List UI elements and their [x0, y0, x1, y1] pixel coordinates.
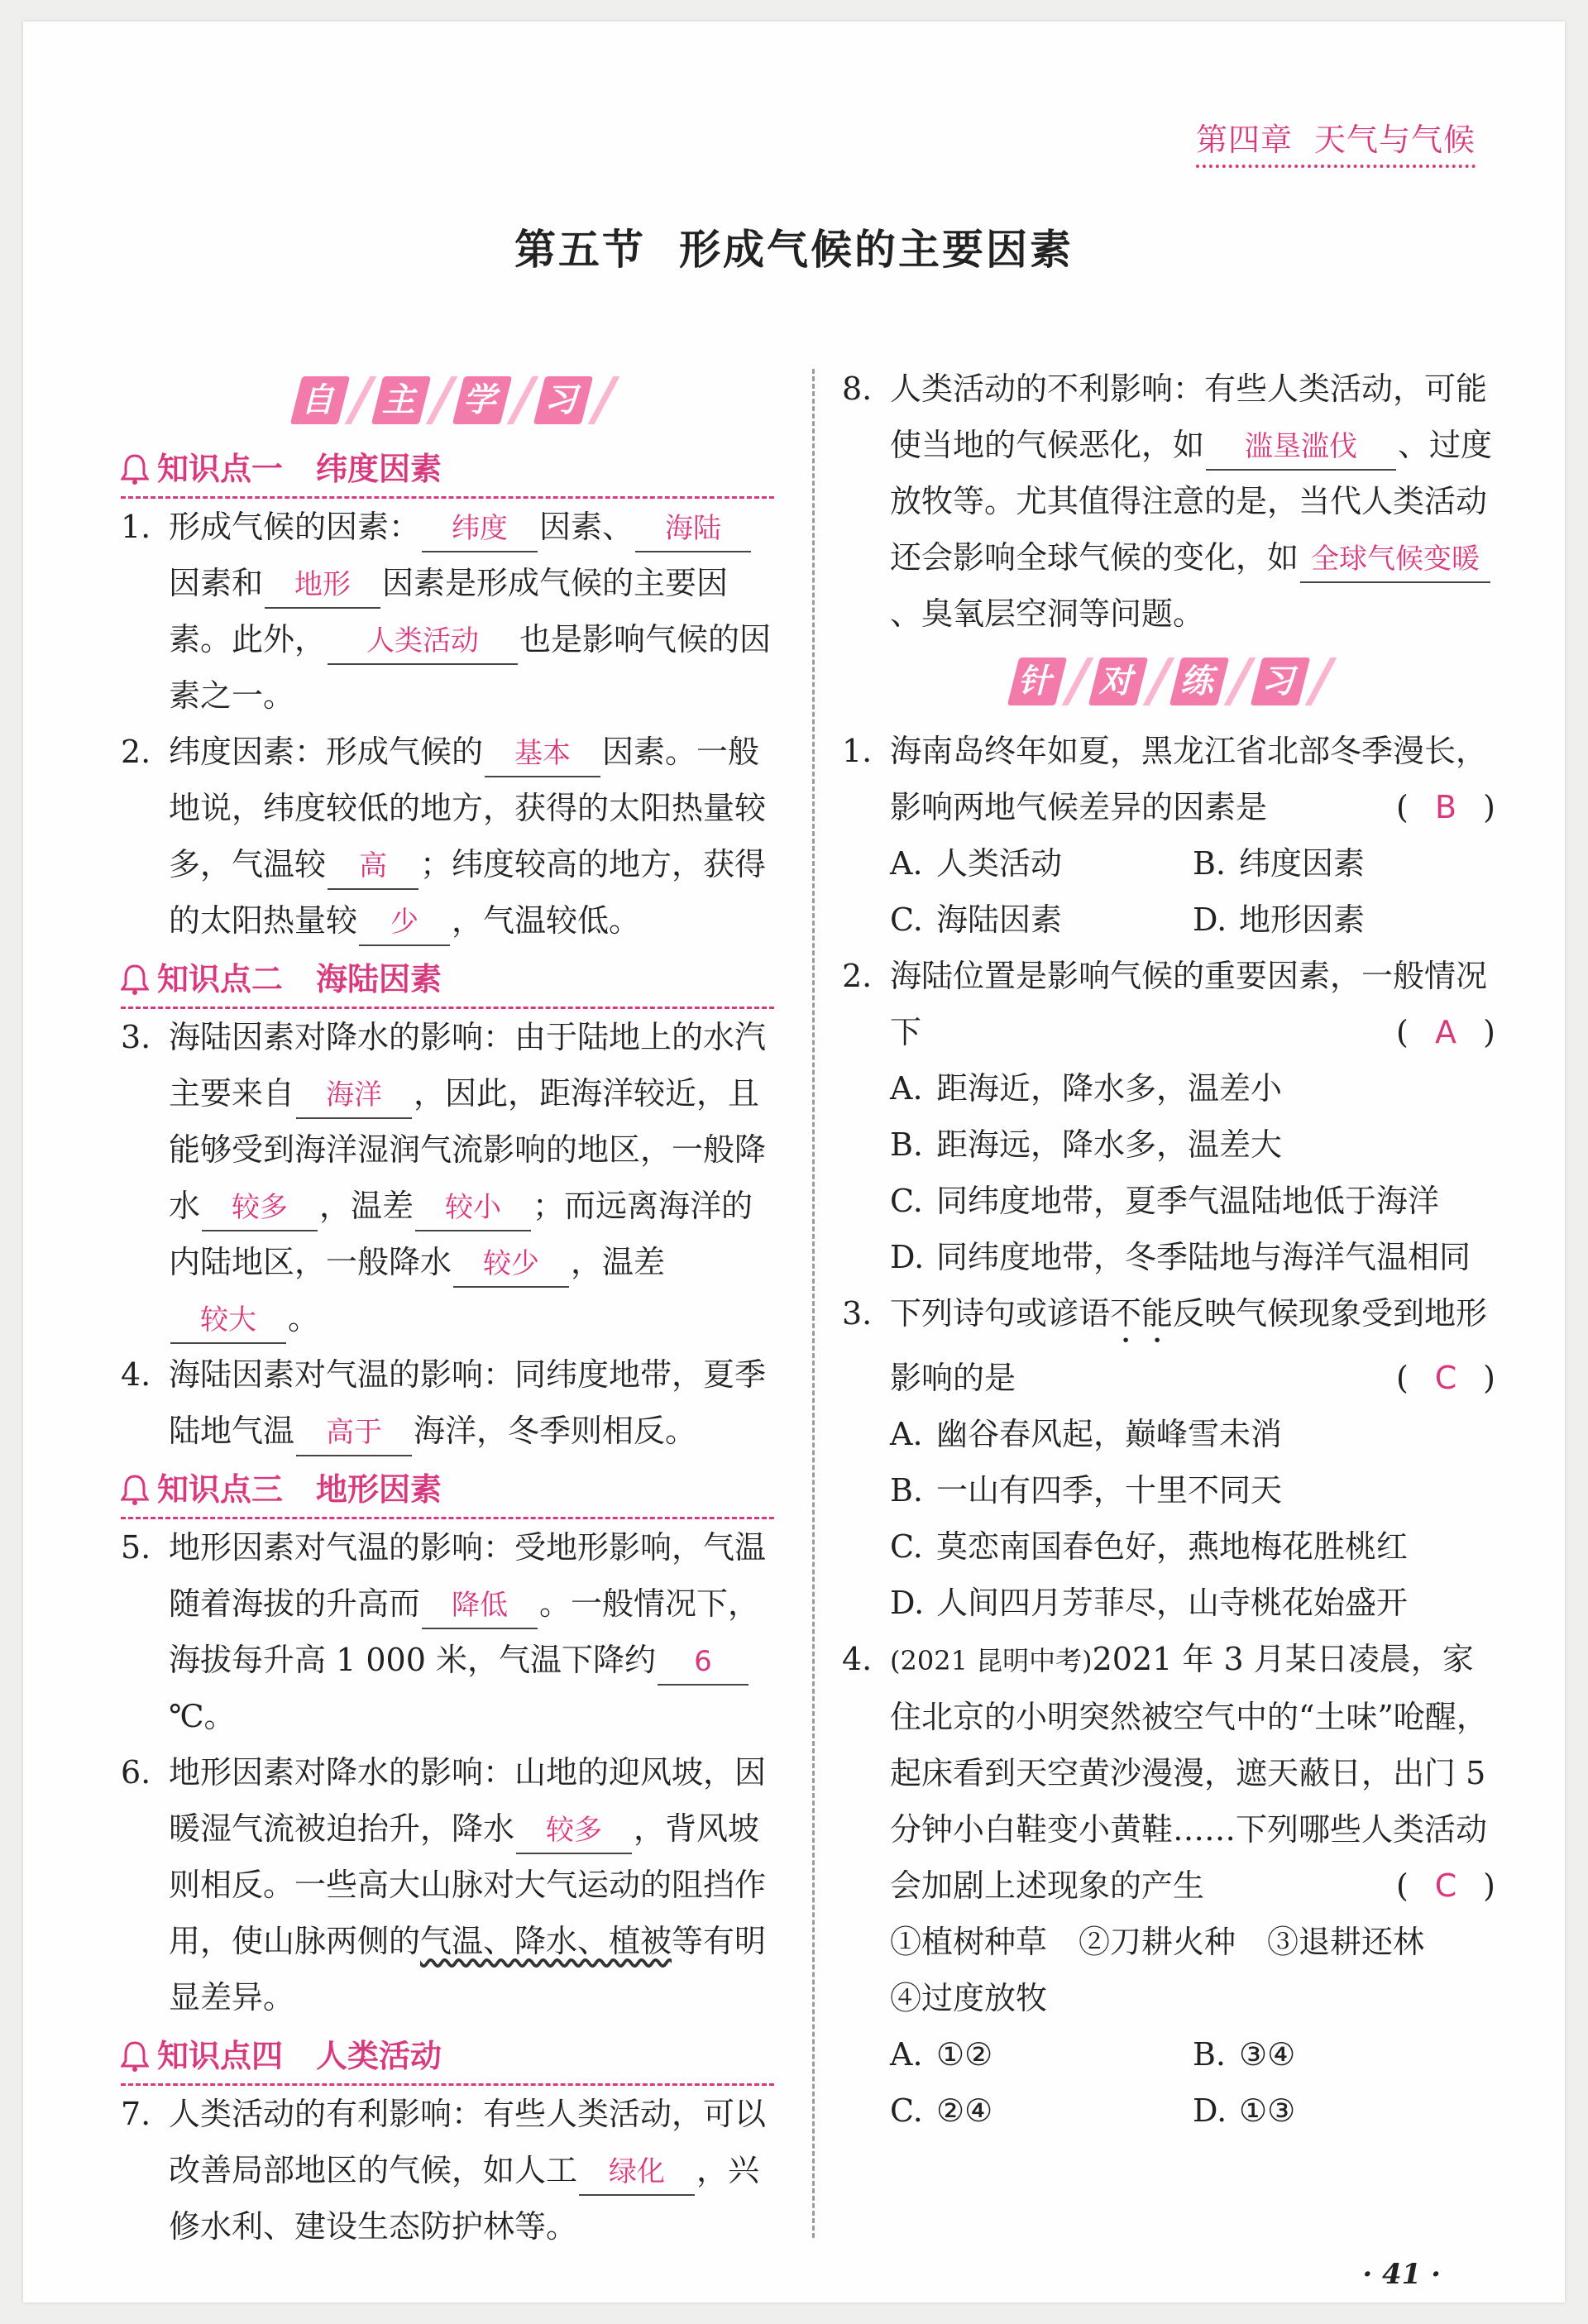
option-label: C. [890, 1183, 923, 1219]
banner-char: 练 [1169, 658, 1229, 705]
answer-letter: A [1435, 1014, 1456, 1050]
question-text: 也是影响气候的因素之一。 [169, 621, 772, 714]
left-column [121, 361, 782, 2255]
bracket-left: ( [1396, 1014, 1409, 1050]
option [890, 1406, 1495, 1462]
answer-bracket [1396, 1004, 1495, 1060]
option-text: 同纬度地带，冬季陆地与海洋气温相同 [936, 1239, 1471, 1275]
answer-blank: 较大 [170, 1298, 286, 1344]
question-text: 海陆因素对气温的影响：同纬度地带，夏季陆地气温 [169, 1356, 767, 1449]
option [890, 1518, 1495, 1575]
option-text: ①③ [1239, 2092, 1296, 2129]
banner-char: 学 [452, 376, 512, 424]
question-number: 4. [842, 1641, 873, 1677]
question-text: 因素是形成气候的主要因素。此外， [169, 565, 729, 658]
option-label: A. [890, 2036, 923, 2073]
question-text: 因素和 [169, 565, 264, 601]
option-label: D. [1193, 901, 1227, 938]
practice-question-2 [842, 948, 1495, 1060]
question-text: 人类活动的不利影响：有些人类活动，可能使当地的气候恶化，如 [890, 371, 1488, 463]
options [842, 1060, 1495, 1285]
knowledge-point-heading [121, 442, 774, 499]
option-text: 海陆因素 [936, 901, 1063, 938]
question-text: ；而远离海洋的内陆地区，一般降水 [169, 1188, 753, 1280]
question-number: 2. [121, 734, 151, 770]
question-text: 、过度放牧等。尤其值得注意的是，当代人类活动还会影响全球气候的变化，如 [890, 427, 1493, 576]
option-text: ③④ [1239, 2036, 1296, 2073]
right-column [842, 361, 1495, 2139]
option-text: ②④ [936, 2092, 993, 2129]
option [890, 835, 1193, 892]
question-stem: 海南岛终年如夏，黑龙江省北部冬季漫长，影响两地气候差异的因素是 [890, 733, 1488, 825]
option-label: A. [890, 1070, 923, 1107]
option [890, 1462, 1495, 1518]
bell-icon [121, 2039, 149, 2073]
question-text: 。 [288, 1300, 320, 1337]
answer-letter: C [1434, 1867, 1457, 1904]
question-text: 地形因素对降水的影响：山地的迎风坡，因暖湿气流被迫抬升，降水 [169, 1754, 767, 1847]
column-divider [812, 369, 815, 2238]
answer-blank: 人类活动 [328, 619, 518, 665]
answer-blank: 高于 [296, 1410, 412, 1456]
answer-blank: 滥垦滥伐 [1206, 424, 1396, 471]
question-source: (2021 昆明中考) [890, 1645, 1093, 1676]
bracket-right: ) [1483, 1014, 1495, 1050]
question-text: 因素。一般地说，纬度较低的地方，获得的太阳热量较多，气温较 [169, 734, 767, 882]
page [23, 22, 1565, 2302]
bracket-left: ( [1396, 1867, 1409, 1904]
question-number: 1. [842, 733, 873, 769]
question-1 [121, 499, 782, 724]
option-label: B. [1193, 845, 1227, 882]
option [1193, 835, 1495, 892]
knowledge-point-name: 人类活动 [316, 2038, 442, 2074]
answer-blank: 较多 [516, 1808, 632, 1854]
question-text: ℃。 [169, 1698, 236, 1734]
option-label: C. [890, 901, 923, 938]
question-text: 海陆因素对降水的影响：由于陆地上的水汽主要来自 [169, 1019, 767, 1112]
option [890, 1173, 1495, 1229]
question-text: 等有明显差异。 [169, 1923, 767, 2016]
bell-icon [121, 452, 149, 485]
question-text: 形成气候的因素： [169, 509, 421, 545]
section-title [23, 217, 1565, 276]
option-text: ①② [936, 2036, 993, 2073]
activity-items: ④过度放牧 [890, 1980, 1048, 2016]
emphasized-text: 不能 [1110, 1295, 1174, 1332]
practice-question-1 [842, 723, 1495, 835]
banner-char: 习 [1251, 658, 1310, 705]
knowledge-point-number: 知识点二 [157, 961, 284, 997]
option [1193, 892, 1495, 948]
section-number: 第五节 [514, 225, 646, 274]
question-text: 海洋，冬季则相反。 [414, 1413, 697, 1449]
answer-blank: 降低 [422, 1583, 538, 1629]
option-label: A. [890, 845, 923, 882]
banner-char: 自 [290, 376, 350, 424]
bracket-left: ( [1396, 789, 1409, 825]
question-number: 5. [121, 1529, 151, 1566]
option [890, 1229, 1495, 1285]
question-text: ；纬度较高的地方，获得的太阳热量较 [169, 846, 767, 939]
answer-blank: 较少 [453, 1241, 569, 1288]
question-number: 7. [121, 2096, 151, 2132]
option [890, 1060, 1495, 1117]
chapter-header [1196, 114, 1476, 168]
question-6 [121, 1744, 782, 2025]
option-text: 地形因素 [1239, 901, 1366, 938]
option-text: 距海远，降水多，温差大 [936, 1126, 1283, 1163]
banner-char: 对 [1088, 658, 1148, 705]
question-number: 3. [842, 1295, 873, 1332]
bell-icon [121, 1473, 149, 1506]
answer-blank: 地形 [265, 562, 380, 609]
chapter-number: 第四章 [1195, 122, 1293, 158]
option-text: 一山有四季，十里不同天 [936, 1472, 1283, 1509]
banner-char: 针 [1007, 658, 1067, 705]
answer-blank: 少 [359, 900, 450, 946]
bracket-right: ) [1483, 1867, 1495, 1904]
wavy-underlined-text: 气温、降水、植被 [420, 1923, 672, 1959]
answer-letter: C [1434, 1360, 1457, 1396]
question-5 [121, 1519, 782, 1744]
answer-blank: 较小 [415, 1185, 531, 1231]
option [1193, 2026, 1495, 2083]
question-text: 纬度因素：形成气候的 [169, 734, 484, 770]
option-text: 纬度因素 [1239, 845, 1366, 882]
answer-bracket [1396, 1350, 1495, 1406]
question-4 [121, 1346, 782, 1459]
answer-blank: 全球气候变暖 [1300, 537, 1490, 583]
option [890, 1117, 1495, 1173]
answer-blank: 6 [658, 1639, 749, 1686]
question-stem: 反映气候现象受到地形影响的是 [890, 1295, 1488, 1396]
page-number: · 41 · [1362, 2258, 1441, 2291]
knowledge-point-heading [121, 1462, 774, 1519]
practice-question-4 [842, 1631, 1495, 1914]
question-2 [121, 724, 782, 949]
answer-blank: 海陆 [635, 506, 751, 552]
option-text: 人类活动 [936, 845, 1063, 882]
practice-banner [842, 650, 1495, 713]
answer-letter: B [1434, 789, 1457, 825]
practice-question-3 [842, 1285, 1495, 1406]
bracket-right: ) [1483, 789, 1495, 825]
option [890, 1575, 1495, 1631]
option [890, 892, 1193, 948]
question-number: 3. [121, 1019, 151, 1055]
question-text: 地形因素对气温的影响：受地形影响，气温随着海拔的升高而 [169, 1529, 767, 1622]
question-stem: 下列诗句或谚语 [890, 1295, 1111, 1332]
option-text: 莫恋南国春色好，燕地梅花胜桃红 [936, 1528, 1409, 1565]
knowledge-point-number: 知识点一 [157, 451, 284, 487]
question-7 [121, 2086, 782, 2255]
answer-bracket [1396, 1858, 1495, 1914]
bracket-right: ) [1483, 1360, 1495, 1396]
answer-blank: 基本 [485, 731, 600, 777]
question-text: 、臭氧层空洞等问题。 [890, 595, 1205, 632]
option [890, 2026, 1193, 2083]
option [890, 2083, 1193, 2139]
answer-blank: 高 [328, 844, 419, 890]
answer-blank: 海洋 [296, 1073, 412, 1119]
option-label: C. [890, 1528, 923, 1565]
knowledge-point-number: 知识点三 [157, 1471, 284, 1508]
question-text: 。一般情况下，海拔每升高 1 000 米，气温下降约 [169, 1585, 760, 1678]
option-label: A. [890, 1416, 923, 1452]
question-text: ，兴修水利、建设生态防护林等。 [169, 2152, 760, 2245]
options [842, 1914, 1495, 2139]
option-label: B. [890, 1472, 924, 1509]
knowledge-point-heading [121, 2029, 774, 2086]
option-text: 人间四月芳菲尽，山寺桃花始盛开 [936, 1585, 1409, 1621]
knowledge-point-name: 海陆因素 [316, 961, 442, 997]
self-study-banner [121, 369, 782, 432]
question-text: ，温差 [571, 1244, 666, 1280]
banner-char: 主 [371, 376, 431, 424]
option-text: 同纬度地带，夏季气温陆地低于海洋 [936, 1183, 1440, 1219]
option-label: B. [1193, 2036, 1227, 2073]
option-text: 距海近，降水多，温差小 [936, 1070, 1283, 1107]
question-stem: 海陆位置是影响气候的重要因素，一般情况下 [890, 958, 1488, 1050]
section-name: 形成气候的主要因素 [679, 225, 1074, 274]
question-text: ，温差 [319, 1188, 414, 1224]
banner-char: 习 [533, 376, 593, 424]
knowledge-point-name: 地形因素 [316, 1471, 442, 1508]
answer-blank: 绿化 [579, 2149, 695, 2196]
question-number: 1. [121, 509, 151, 545]
question-8 [842, 361, 1495, 642]
question-text: 因素、 [539, 509, 634, 545]
question-number: 8. [842, 371, 873, 407]
options [842, 835, 1495, 948]
knowledge-point-number: 知识点四 [157, 2038, 284, 2074]
answer-blank: 较多 [202, 1185, 318, 1231]
question-text: 人类活动的有利影响：有些人类活动，可以改善局部地区的气候，如人工 [169, 2096, 767, 2188]
option-label: D. [890, 1585, 925, 1621]
option-label: D. [890, 1239, 925, 1275]
answer-blank: 纬度 [422, 506, 538, 552]
question-stem: 2021 年 3 月某日凌晨，家住北京的小明突然被空气中的“土味”呛醒，起床看到天空黄沙漫漫，遮天蔽日，出门 5 分钟小白鞋变小黄鞋……下列哪些人类活动会加剧上述现象的产生 [890, 1641, 1488, 1904]
question-number: 6. [121, 1754, 151, 1791]
question-text: ，背风坡则相反。一些高大山脉对大气运动的阻挡作用，使山脉两侧的 [169, 1810, 767, 1959]
question-number: 2. [842, 958, 873, 994]
option [1193, 2083, 1495, 2139]
question-3 [121, 1009, 782, 1346]
question-number: 4. [121, 1356, 151, 1393]
knowledge-point-name: 纬度因素 [316, 451, 442, 487]
option-label: B. [890, 1126, 924, 1163]
answer-bracket [1396, 779, 1495, 835]
option-text: 幽谷春风起，巅峰雪未消 [936, 1416, 1283, 1452]
option-label: C. [890, 2092, 923, 2129]
option-label: D. [1193, 2092, 1227, 2129]
question-text: ，气温较低。 [452, 902, 641, 939]
bracket-left: ( [1396, 1360, 1409, 1396]
bell-icon [121, 963, 149, 996]
chapter-name: 天气与气候 [1313, 122, 1476, 158]
activity-items: ①植树种草 ②刀耕火种 ③退耕还林 [890, 1924, 1425, 1960]
question-text: ，因此，距海洋较近，且能够受到海洋湿润气流影响的地区，一般降水 [169, 1075, 767, 1224]
options [842, 1406, 1495, 1631]
knowledge-point-heading [121, 952, 774, 1009]
